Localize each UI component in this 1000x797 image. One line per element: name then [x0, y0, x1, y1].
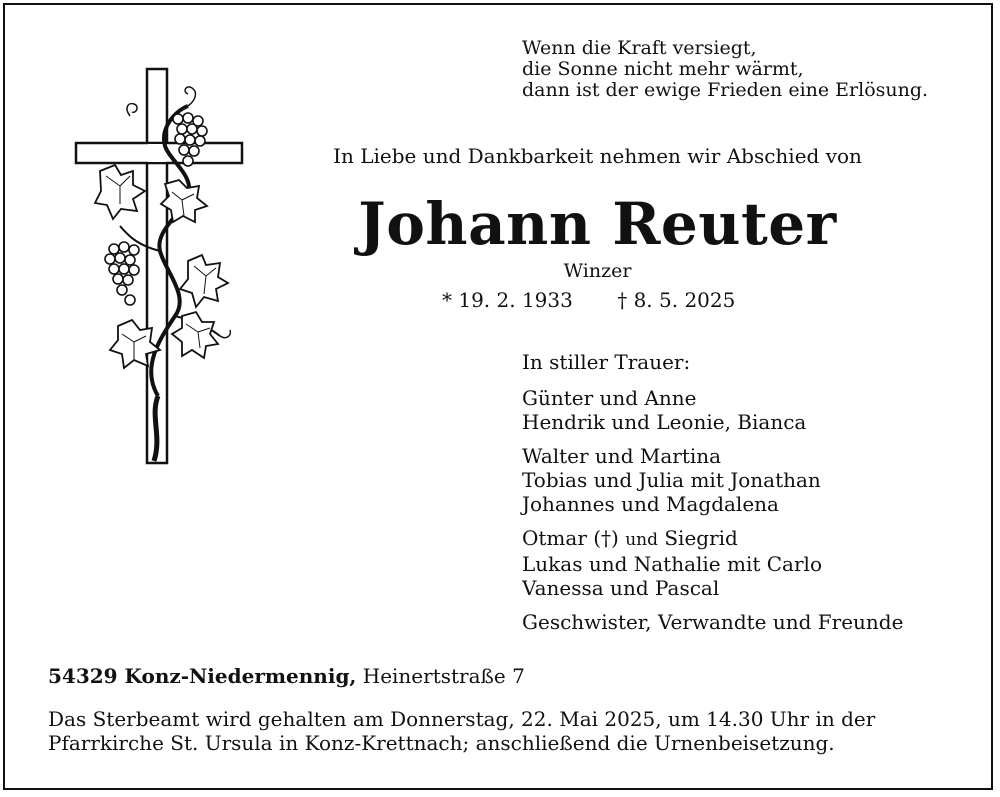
mourner-line: Tobias und Julia mit Jonathan [522, 468, 821, 492]
mourner-line [522, 526, 903, 552]
death-date: † 8. 5. 2025 [617, 288, 736, 312]
mourners-list [522, 350, 903, 634]
service-announcement [48, 707, 968, 755]
cross-with-grapevine-icon [70, 66, 250, 500]
service-line: Pfarrkirche St. Ursula in Konz-Krettnach; anschließend die Urnenbeisetzung. [48, 731, 835, 755]
mourners-heading: In stiller Trauer: [522, 350, 691, 374]
birth-date: * 19. 2. 1933 [442, 288, 573, 312]
intro-text: In Liebe und Dankbarkeit nehmen wir Abschied von [333, 144, 862, 168]
mourner-name: Siegrid [664, 526, 738, 550]
motto-verse [522, 38, 928, 101]
address-street: Heinertstraße 7 [362, 664, 525, 688]
address-city: 54329 Konz-Niedermennig, [48, 664, 357, 688]
deceased-name: Johann Reuter [358, 190, 837, 258]
mourner-line: Johannes und Magdalena [522, 492, 779, 516]
service-line: Das Sterbeamt wird gehalten am Donnerstag, 22. Mai 2025, um 14.30 Uhr in der [48, 707, 876, 731]
mourner-group [522, 526, 903, 600]
mourner-name: Otmar (†) [522, 526, 619, 550]
deceased-occupation: Winzer [563, 260, 632, 282]
life-dates [442, 288, 735, 312]
mourner-line: Günter und Anne [522, 386, 697, 410]
mourner-line: Lukas und Nathalie mit Carlo [522, 552, 822, 576]
mourner-line: Vanessa und Pascal [522, 576, 720, 600]
mourner-group [522, 386, 903, 434]
mourner-line: Walter und Martina [522, 444, 722, 468]
motto-line: dann ist der ewige Frieden eine Erlösung. [522, 79, 929, 101]
mourner-group [522, 444, 903, 516]
family-address [48, 664, 525, 688]
mourners-closing: Geschwister, Verwandte und Freunde [522, 610, 904, 634]
motto-line: Wenn die Kraft versiegt, [522, 37, 757, 59]
motto-line: die Sonne nicht mehr wärmt, [522, 58, 804, 80]
mourner-conjunction: und [625, 530, 658, 550]
mourner-line: Hendrik und Leonie, Bianca [522, 410, 807, 434]
